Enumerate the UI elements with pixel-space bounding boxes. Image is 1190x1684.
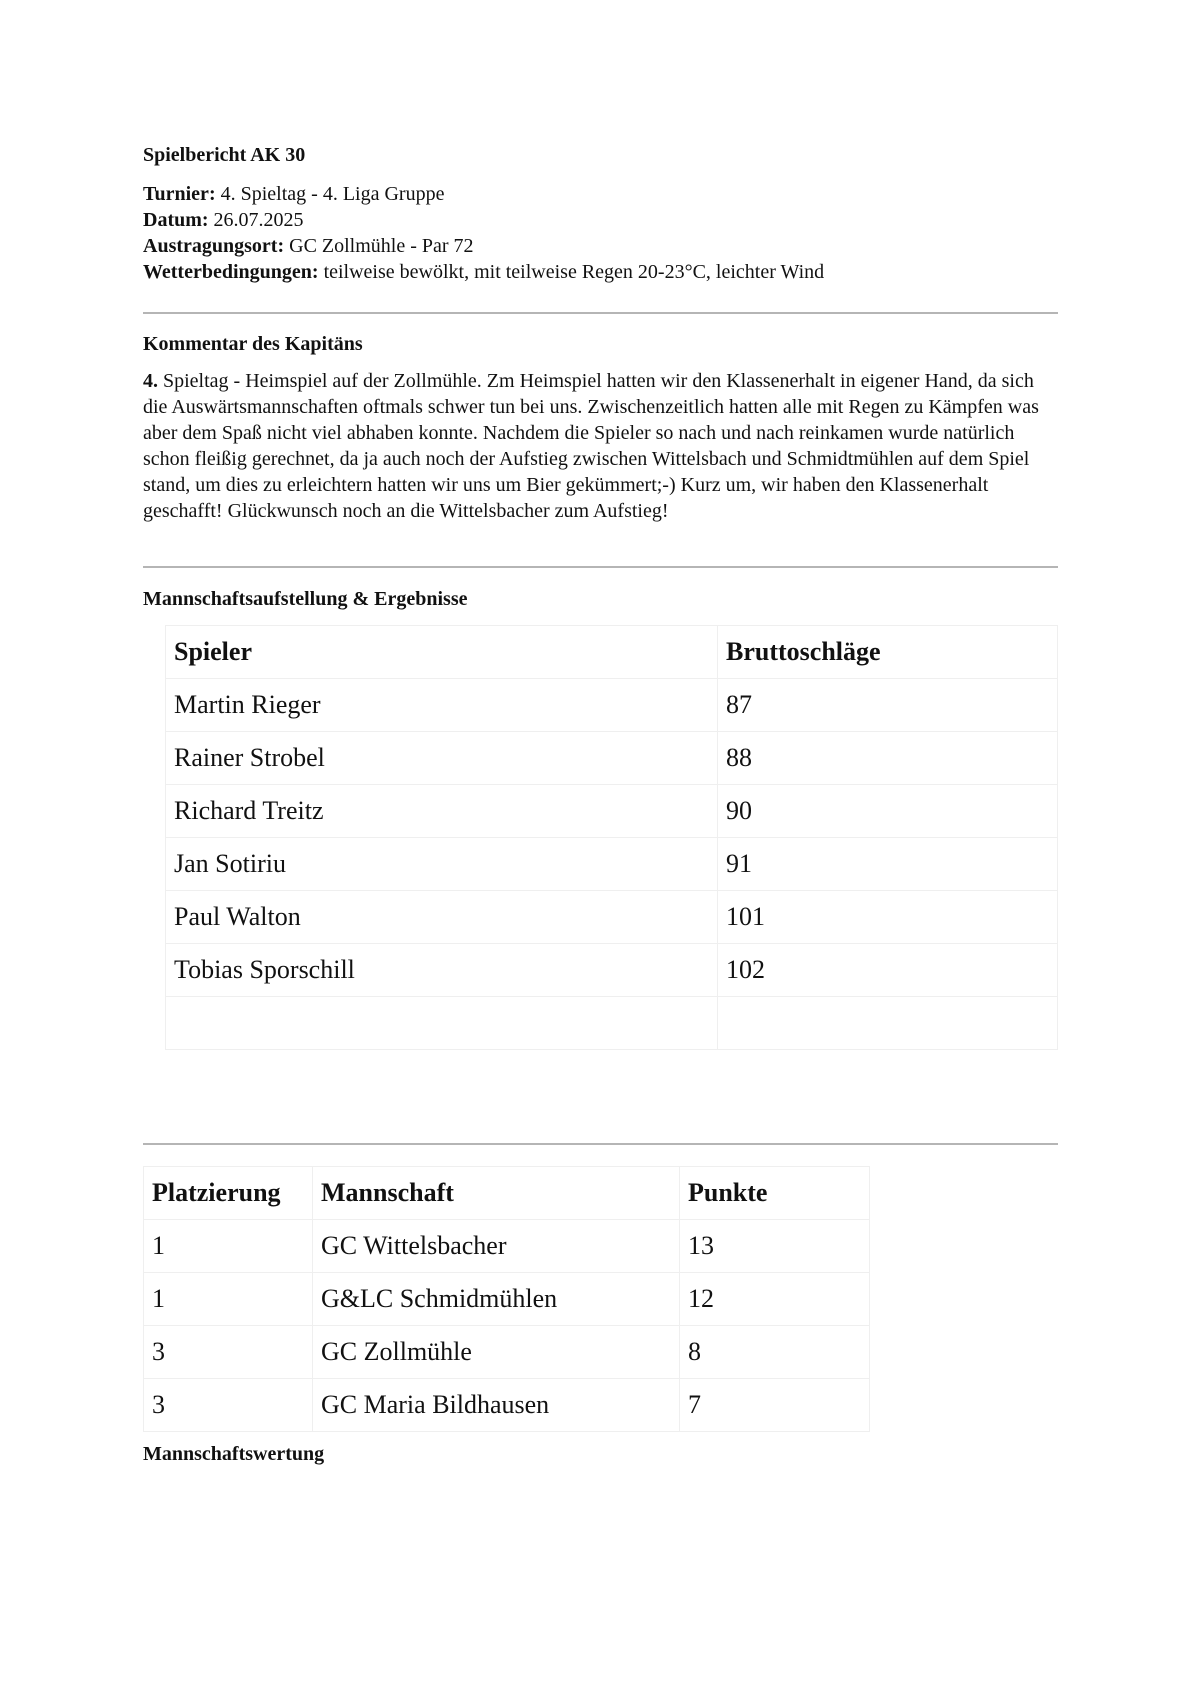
table-row	[166, 944, 1058, 997]
meta-value: GC Zollmühle - Par 72	[289, 235, 474, 257]
points: 12	[680, 1273, 870, 1326]
player-name: Rainer Strobel	[166, 732, 718, 785]
player-name: Jan Sotiriu	[166, 838, 718, 891]
placement: 1	[144, 1273, 313, 1326]
table-row	[166, 838, 1058, 891]
meta-weather	[143, 259, 824, 285]
column-header: Mannschaft	[313, 1167, 680, 1220]
divider	[143, 312, 1058, 314]
meta-venue	[143, 233, 824, 259]
gross-strokes: 102	[718, 944, 1058, 997]
divider	[143, 1143, 1058, 1145]
table-row	[144, 1273, 870, 1326]
gross-strokes: 101	[718, 891, 1058, 944]
comment-text: Spieltag - Heimspiel auf der Zollmühle. Zm Heimspiel hatten wir den Klassenerhalt in eigener Hand, da sich die Auswärtsmannschaften oftmals schwer tun bei uns. Zwischenzeitlich hatten alle mit Regen zu Kämpfen was aber dem Spaß nicht viel abhaben konnte. Nachdem die Spieler so nach und nach reinkamen wurde natürlich schon fleißig gerechnet, da ja auch noch der Aufstieg zwischen Wittelsbach und Schmidtmühlen auf dem Spiel stand, um dies zu erleichtern hatten wir uns um Bier gekümmert;-) Kurz um, wir haben den Klassenerhalt geschafft! Glückwunsch noch an die Wittelsbacher zum Aufstieg!	[143, 370, 1039, 522]
comment-lead: 4.	[143, 370, 158, 392]
table-row	[166, 997, 1058, 1050]
player-name: Tobias Sporschill	[166, 944, 718, 997]
meta-value: teilweise bewölkt, mit teilweise Regen 20-23°C, leichter Wind	[323, 261, 825, 283]
table-row	[166, 785, 1058, 838]
table-row	[166, 732, 1058, 785]
standings-caption: Mannschaftswertung	[143, 1443, 325, 1465]
placement: 1	[144, 1220, 313, 1273]
meta-date	[143, 207, 824, 233]
comment-heading: Kommentar des Kapitäns	[143, 333, 363, 355]
team-name: GC Wittelsbacher	[313, 1220, 680, 1273]
team-name: G&LC Schmidmühlen	[313, 1273, 680, 1326]
placement: 3	[144, 1326, 313, 1379]
points: 8	[680, 1326, 870, 1379]
table-row	[144, 1379, 870, 1432]
meta-label: Datum:	[143, 209, 209, 231]
table-header-row	[166, 626, 1058, 679]
meta-value: 4. Spieltag - 4. Liga Gruppe	[220, 183, 445, 205]
table-row	[166, 891, 1058, 944]
meta-label: Wetterbedingungen:	[143, 261, 319, 283]
standings-table	[143, 1166, 870, 1432]
placement: 3	[144, 1379, 313, 1432]
table-row	[166, 679, 1058, 732]
points: 7	[680, 1379, 870, 1432]
column-header: Punkte	[680, 1167, 870, 1220]
column-header: Platzierung	[144, 1167, 313, 1220]
meta-label: Austragungsort:	[143, 235, 285, 257]
lineup-table	[165, 625, 1058, 1050]
table-row	[144, 1326, 870, 1379]
team-name: GC Maria Bildhausen	[313, 1379, 680, 1432]
gross-strokes	[718, 997, 1058, 1050]
report-title: Spielbericht AK 30	[143, 144, 306, 166]
report-meta	[143, 181, 824, 285]
table-row	[144, 1220, 870, 1273]
meta-value: 26.07.2025	[213, 209, 304, 231]
gross-strokes: 88	[718, 732, 1058, 785]
points: 13	[680, 1220, 870, 1273]
player-name: Paul Walton	[166, 891, 718, 944]
meta-label: Turnier:	[143, 183, 216, 205]
player-name: Martin Rieger	[166, 679, 718, 732]
gross-strokes: 91	[718, 838, 1058, 891]
gross-strokes: 90	[718, 785, 1058, 838]
table-header-row	[144, 1167, 870, 1220]
column-header: Bruttoschläge	[718, 626, 1058, 679]
player-name: Richard Treitz	[166, 785, 718, 838]
column-header: Spieler	[166, 626, 718, 679]
gross-strokes: 87	[718, 679, 1058, 732]
divider	[143, 566, 1058, 568]
lineup-heading: Mannschaftsaufstellung & Ergebnisse	[143, 588, 468, 610]
team-name: GC Zollmühle	[313, 1326, 680, 1379]
captain-comment	[143, 368, 1058, 524]
player-name	[166, 997, 718, 1050]
meta-tournament	[143, 181, 824, 207]
